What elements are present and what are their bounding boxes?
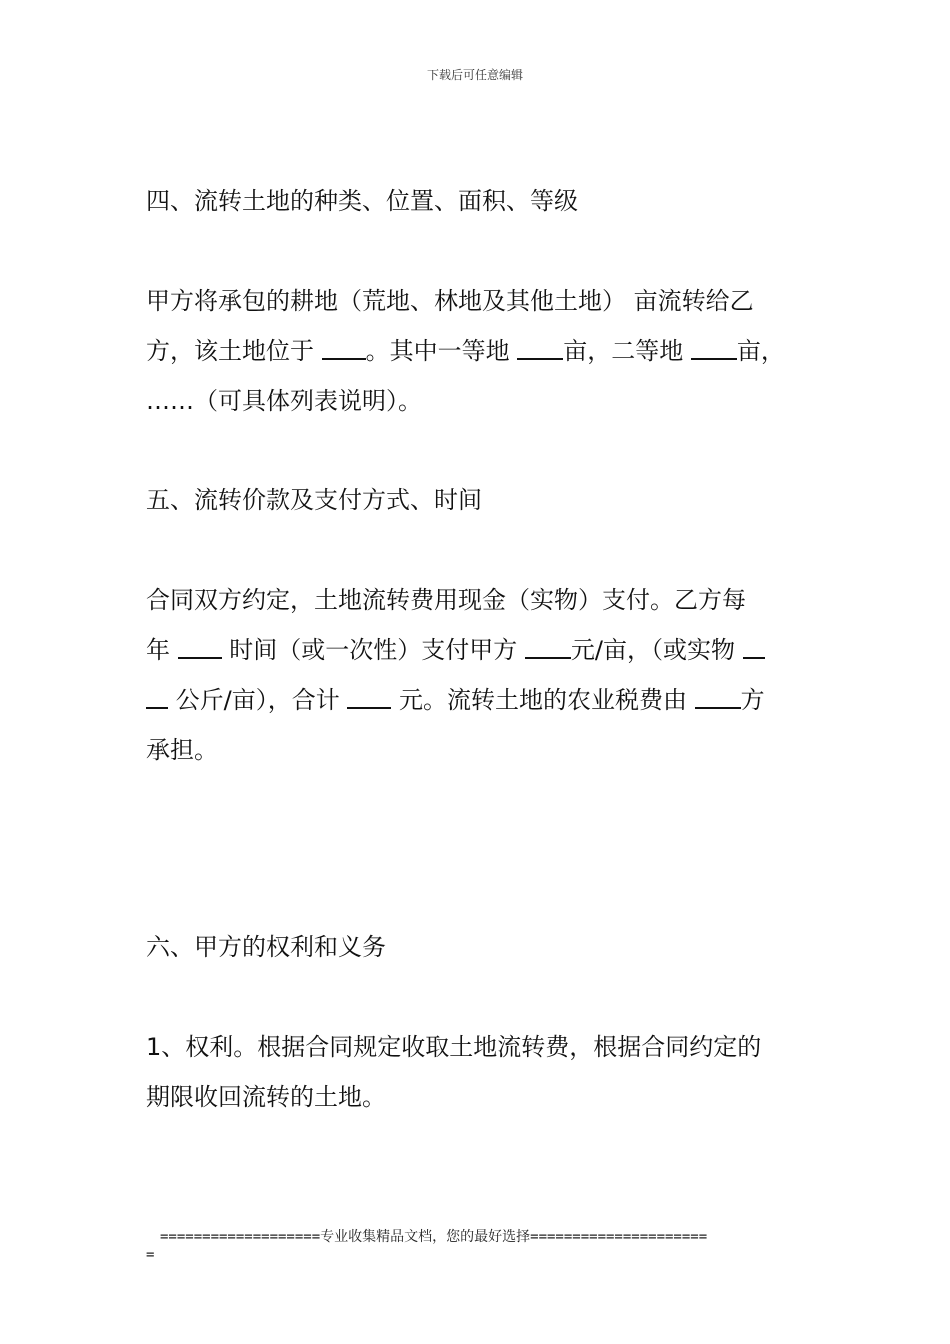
- blank-location: [322, 328, 366, 360]
- text-fragment: 方，该土地位于: [146, 337, 322, 365]
- text-fragment: 时间（或一次性）支付甲方: [221, 636, 525, 664]
- blank-tax-party: [695, 677, 741, 709]
- text-fragment: 元/亩，（或实物: [570, 636, 743, 664]
- page-header: 下载后可任意编辑: [426, 68, 523, 82]
- text-line: 甲方将承包的耕地（荒地、林地及其他土地） 亩流转给乙: [146, 287, 754, 315]
- footer-line-end: =: [146, 1247, 155, 1263]
- blank-goods-b: [146, 677, 168, 709]
- section-5-heading: 五、流转价款及支付方式、时间: [146, 486, 482, 514]
- text-line: [146, 625, 808, 675]
- text-fragment: 元。流转土地的农业税费由: [391, 686, 695, 714]
- text-line: 期限收回流转的土地。: [146, 1083, 386, 1111]
- section-6-heading: 六、甲方的权利和义务: [146, 933, 386, 961]
- text-line: 合同双方约定，土地流转费用现金（实物）支付。乙方每: [146, 586, 746, 614]
- text-fragment: 方: [740, 686, 765, 714]
- blank-first-grade: [517, 328, 563, 360]
- text-line: [146, 675, 808, 725]
- text-fragment: 亩，: [736, 337, 785, 365]
- text-line: 1、权利。根据合同规定收取土地流转费，根据合同约定的: [146, 1033, 762, 1061]
- text-line: ……（可具体列表说明）。: [146, 387, 422, 415]
- document-body: [146, 176, 808, 226]
- section-5-heading-wrap: [146, 475, 808, 525]
- section-4-paragraph: [146, 276, 808, 426]
- section-6-heading-wrap: [146, 922, 808, 972]
- section-5-paragraph: [146, 575, 808, 775]
- text-fragment: 亩，二等地: [563, 337, 691, 365]
- section-6-paragraph: [146, 1022, 808, 1122]
- blank-year-time: [178, 627, 222, 659]
- text-line: [146, 326, 808, 376]
- blank-goods-a: [743, 627, 765, 659]
- footer-line: ===================专业收集精品文档，您的最好选择=====================: [160, 1229, 708, 1245]
- text-fragment: 年: [146, 636, 178, 664]
- page-footer: [146, 1228, 808, 1264]
- blank-total: [347, 677, 391, 709]
- section-4-heading: 四、流转土地的种类、位置、面积、等级: [146, 187, 578, 215]
- blank-price: [525, 627, 571, 659]
- blank-second-grade: [691, 328, 737, 360]
- text-fragment: 公斤/亩），合计: [168, 686, 348, 714]
- text-line: 承担。: [146, 736, 218, 764]
- text-fragment: 。其中一等地: [365, 337, 518, 365]
